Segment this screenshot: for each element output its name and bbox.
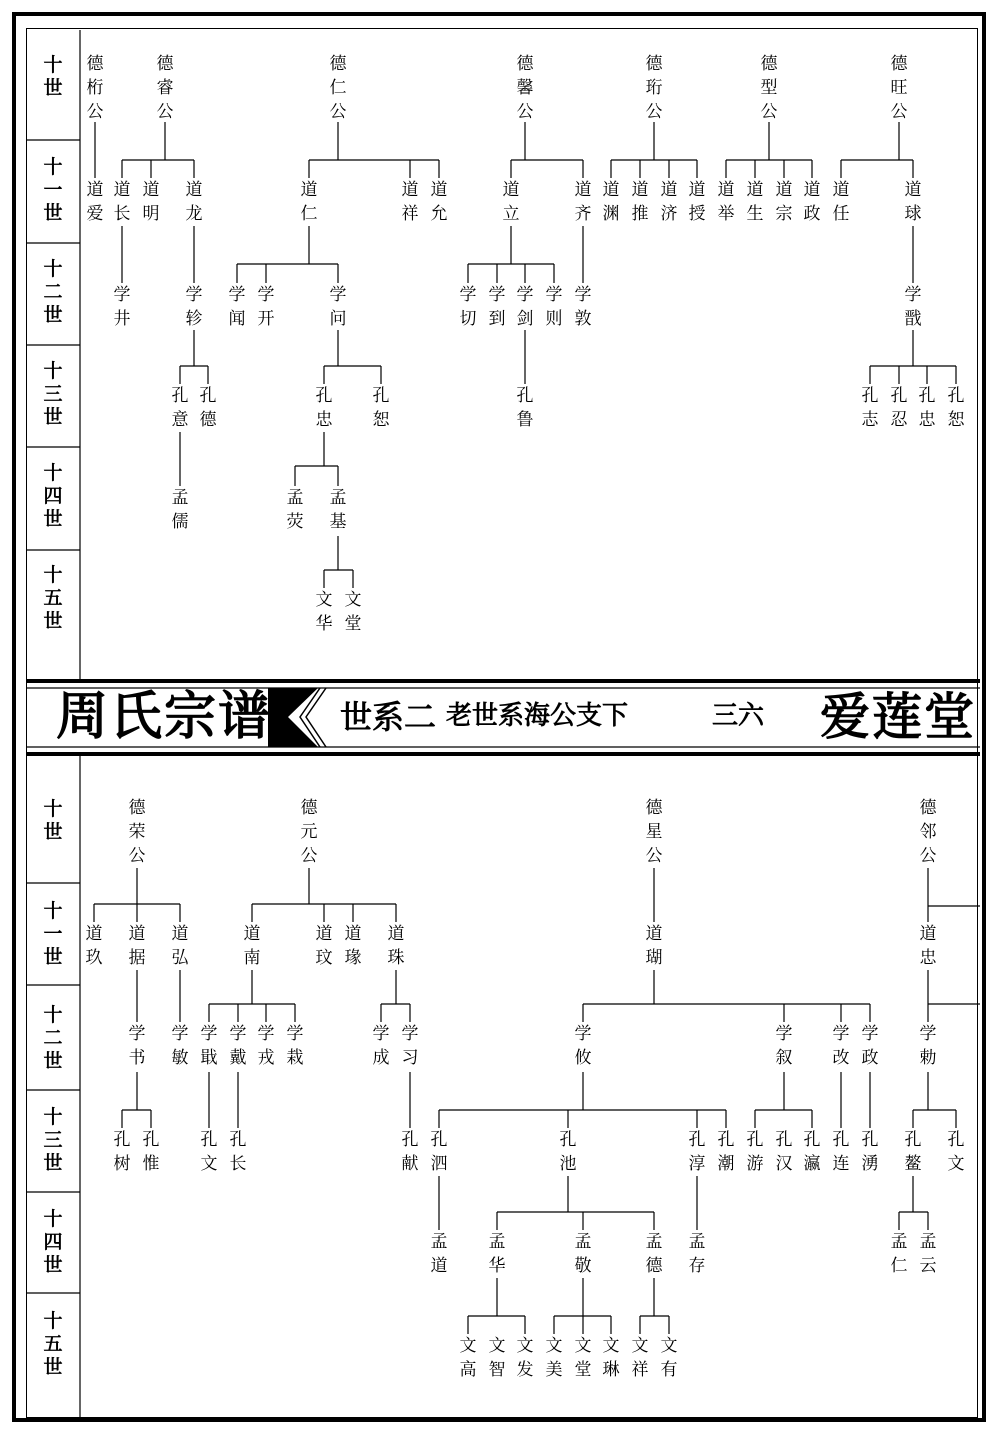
person-gen11: 道龙 — [185, 180, 203, 224]
person-gen12: 学开 — [257, 285, 275, 329]
person-gen13: 孔恕 — [947, 386, 965, 430]
person-gen12: 学到 — [488, 285, 506, 329]
person-gen13: 孔鳌 — [904, 1130, 922, 1174]
person-gen11: 道举 — [717, 180, 735, 224]
person-gen14: 孟仁 — [890, 1232, 908, 1276]
person-gen10: 德旺公 — [890, 54, 908, 122]
person-gen14: 孟基 — [329, 488, 347, 532]
person-gen14: 孟华 — [488, 1232, 506, 1276]
person-gen12: 学轸 — [185, 285, 203, 329]
person-gen14: 孟存 — [688, 1232, 706, 1276]
person-gen11: 道允 — [430, 180, 448, 224]
person-gen14: 孟云 — [919, 1232, 937, 1276]
person-gen12: 学勅 — [919, 1024, 937, 1068]
person-gen11: 道据 — [128, 924, 146, 968]
book-title: 周氏宗谱 — [56, 686, 273, 747]
person-gen12: 学成 — [372, 1024, 390, 1068]
person-gen13: 孔意 — [171, 386, 189, 430]
person-gen12: 学政 — [861, 1024, 879, 1068]
person-gen13: 孔湧 — [861, 1130, 879, 1174]
person-gen11: 道仁 — [300, 180, 318, 224]
person-gen13: 孔恕 — [372, 386, 390, 430]
person-gen12: 学改 — [832, 1024, 850, 1068]
person-gen11: 道齐 — [574, 180, 592, 224]
person-gen12: 学习 — [401, 1024, 419, 1068]
person-gen13: 孔文 — [947, 1130, 965, 1174]
page-number: 三六 — [712, 701, 765, 731]
person-gen13: 孔瀛 — [803, 1130, 821, 1174]
person-gen12: 学敏 — [171, 1024, 189, 1068]
person-gen12: 学书 — [128, 1024, 146, 1068]
person-gen13: 孔潮 — [717, 1130, 735, 1174]
gen-label-14: 十四世 — [43, 1208, 63, 1276]
person-gen15: 文堂 — [344, 590, 362, 634]
person-gen14: 孟敬 — [574, 1232, 592, 1276]
person-gen11: 道生 — [746, 180, 764, 224]
gen-label-15: 十五世 — [43, 1310, 63, 1378]
person-gen12: 学则 — [545, 285, 563, 329]
person-gen13: 孔泗 — [430, 1130, 448, 1174]
gen-label-13: 十三世 — [43, 360, 63, 428]
person-gen10: 德桁公 — [86, 54, 104, 122]
person-gen13: 孔忍 — [890, 386, 908, 430]
person-gen15: 文高 — [459, 1336, 477, 1380]
person-gen11: 道长 — [113, 180, 131, 224]
person-gen13: 孔鲁 — [516, 386, 534, 430]
person-gen10: 德仁公 — [329, 54, 347, 122]
person-gen12: 学戎 — [257, 1024, 275, 1068]
person-gen12: 学敦 — [574, 285, 592, 329]
person-gen10: 德珩公 — [645, 54, 663, 122]
person-gen15: 文琳 — [602, 1336, 620, 1380]
gen-label-11: 十一世 — [43, 900, 63, 968]
person-gen11: 道球 — [904, 180, 922, 224]
person-gen11: 道推 — [631, 180, 649, 224]
person-gen11: 道忠 — [919, 924, 937, 968]
person-gen12: 学井 — [113, 285, 131, 329]
person-gen11: 道政 — [803, 180, 821, 224]
person-gen11: 道玖 — [85, 924, 103, 968]
person-gen12: 学戬 — [904, 285, 922, 329]
person-gen13: 孔长 — [229, 1130, 247, 1174]
person-gen11: 道渊 — [602, 180, 620, 224]
person-gen13: 孔淳 — [688, 1130, 706, 1174]
person-gen12: 学栽 — [286, 1024, 304, 1068]
person-gen11: 道授 — [688, 180, 706, 224]
person-gen11: 道南 — [243, 924, 261, 968]
person-gen13: 孔献 — [401, 1130, 419, 1174]
person-gen13: 孔惟 — [142, 1130, 160, 1174]
person-gen11: 道祥 — [401, 180, 419, 224]
person-gen10: 德馨公 — [516, 54, 534, 122]
person-gen13: 孔志 — [861, 386, 879, 430]
person-gen11: 道爱 — [86, 180, 104, 224]
person-gen15: 文华 — [315, 590, 333, 634]
person-gen11: 道瑚 — [645, 924, 663, 968]
person-gen15: 文祥 — [631, 1336, 649, 1380]
person-gen15: 文美 — [545, 1336, 563, 1380]
person-gen13: 孔文 — [200, 1130, 218, 1174]
person-gen13: 孔汉 — [775, 1130, 793, 1174]
person-gen15: 文堂 — [574, 1336, 592, 1380]
gen-label-13: 十三世 — [43, 1106, 63, 1174]
person-gen11: 道玟 — [315, 924, 333, 968]
person-gen12: 学切 — [459, 285, 477, 329]
hall-name: 爱莲堂 — [820, 687, 976, 746]
person-gen15: 文智 — [488, 1336, 506, 1380]
gen-label-10: 十世 — [43, 798, 63, 843]
person-gen14: 孟道 — [430, 1232, 448, 1276]
section-label: 世系二 — [340, 698, 437, 736]
gen-label-10: 十世 — [43, 54, 63, 99]
person-gen13: 孔连 — [832, 1130, 850, 1174]
person-gen11: 道任 — [832, 180, 850, 224]
person-gen11: 道明 — [142, 180, 160, 224]
person-gen12: 学戴 — [229, 1024, 247, 1068]
person-gen10: 德星公 — [645, 798, 663, 866]
gen-label-15: 十五世 — [43, 564, 63, 632]
person-gen12: 学叙 — [775, 1024, 793, 1068]
person-gen12: 学问 — [329, 285, 347, 329]
person-gen10: 德型公 — [760, 54, 778, 122]
person-gen12: 学剑 — [516, 285, 534, 329]
person-gen13: 孔德 — [199, 386, 217, 430]
person-gen13: 孔池 — [559, 1130, 577, 1174]
person-gen14: 孟儒 — [171, 488, 189, 532]
person-gen11: 道弘 — [171, 924, 189, 968]
person-gen10: 德元公 — [300, 798, 318, 866]
person-gen13: 孔游 — [746, 1130, 764, 1174]
person-gen11: 道瑑 — [344, 924, 362, 968]
person-gen10: 德邻公 — [919, 798, 937, 866]
gen-label-14: 十四世 — [43, 462, 63, 530]
gen-label-11: 十一世 — [43, 156, 63, 224]
person-gen13: 孔忠 — [918, 386, 936, 430]
person-gen10: 德睿公 — [156, 54, 174, 122]
person-gen12: 学攸 — [574, 1024, 592, 1068]
person-gen14: 孟德 — [645, 1232, 663, 1276]
gen-label-12: 十二世 — [43, 1004, 63, 1072]
person-gen11: 道立 — [502, 180, 520, 224]
person-gen13: 孔树 — [113, 1130, 131, 1174]
person-gen12: 学戢 — [200, 1024, 218, 1068]
person-gen15: 文有 — [660, 1336, 678, 1380]
person-gen11: 道宗 — [775, 180, 793, 224]
branch-label: 老世系海公支下 — [446, 701, 629, 731]
person-gen11: 道济 — [660, 180, 678, 224]
person-gen13: 孔忠 — [315, 386, 333, 430]
person-gen15: 文发 — [516, 1336, 534, 1380]
gen-label-12: 十二世 — [43, 258, 63, 326]
person-gen14: 孟荧 — [286, 488, 304, 532]
person-gen11: 道珠 — [387, 924, 405, 968]
person-gen10: 德荣公 — [128, 798, 146, 866]
person-gen12: 学闻 — [228, 285, 246, 329]
